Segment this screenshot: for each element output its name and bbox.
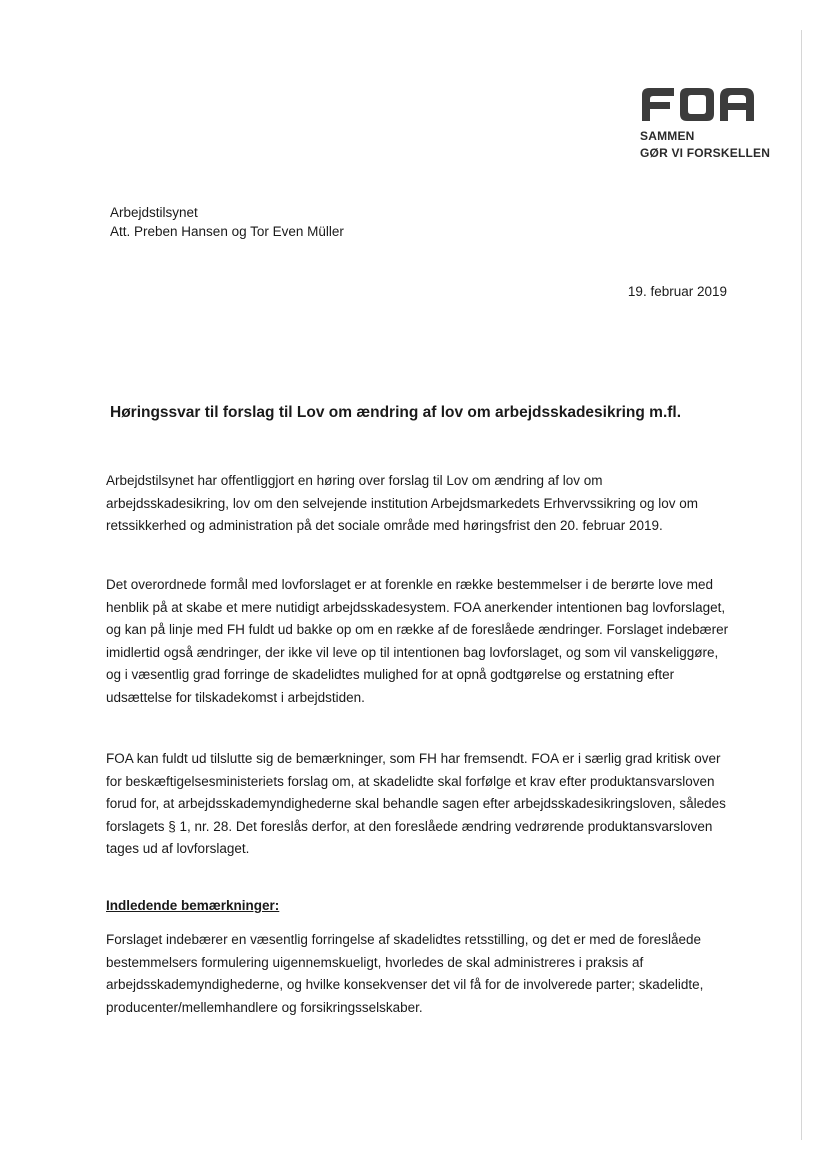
text-line: imidlertid også ændringer, der ikke vil leve op til intentionen bag lovforslaget, og som vil vanskeliggøre, [106, 644, 719, 660]
text-line: arbejdsskadesikring, lov om den selvejende institution Arbejdsmarkedets Erhvervssikring og lov om [106, 495, 699, 511]
text-line: og i væsentlig grad forringe de skadelidtes mulighed for at opnå godtgørelse og erstatning efter [106, 667, 675, 683]
text-line: udsættelse for tilskadekomst i arbejdstiden. [106, 689, 365, 705]
recipient-address [110, 203, 344, 241]
text-line: bestemmelsers formulering uigennemskueligt, hvorledes de skal administreres i praksis af [106, 954, 644, 970]
foa-logo-mark [640, 86, 756, 122]
page-edge-line [801, 30, 802, 1140]
document-title: Høringssvar til forslag til Lov om ændring af lov om arbejdsskadesikring m.fl. [110, 404, 682, 421]
text-line: henblik på at skabe et mere nutidigt arbejdsskadesystem. FOA anerkender intentionen bag lovforslaget, [106, 599, 726, 615]
paragraph-remarks [106, 929, 736, 1019]
text-line: forslagets § 1, nr. 28. Det foreslås derfor, at den foreslåede ændring vedrørende produktansvarsloven [106, 818, 713, 834]
foa-logo [640, 86, 771, 162]
text-line: FOA kan fuldt ud tilslutte sig de bemærkninger, som FH har fremsendt. FOA er i særlig grad kritisk over [106, 751, 721, 766]
text-line: retssikkerhed og administration på det sociale område med høringsfrist den 20. februar 2019. [106, 518, 663, 534]
recipient-line: Att. Preben Hansen og Tor Even Müller [110, 224, 344, 239]
section-heading: Indledende bemærkninger: [106, 898, 280, 913]
recipient-line: Arbejdstilsynet [110, 205, 198, 220]
paragraph-position [106, 748, 736, 861]
tagline-line: GØR VI FORSKELLEN [640, 146, 771, 160]
text-line: og kan på linje med FH fuldt ud bakke op om en række af de foreslåede ændringer. Forslaget indebærer [106, 622, 729, 638]
text-line: tages ud af lovforslaget. [106, 841, 250, 857]
paragraph-purpose [106, 574, 736, 710]
text-line: Arbejdstilsynet har offentliggjort en høring over forslag til Lov om ændring af lov om [106, 473, 603, 488]
text-line: for beskæftigelsesministeriets forslag om, at skadelidte skal forfølge et krav efter produktansvarsloven [106, 773, 715, 789]
text-line: producenter/mellemhandlere og forsikringsselskaber. [106, 999, 423, 1015]
text-line: Forslaget indebærer en væsentlig forringelse af skadelidtes retsstilling, og det er med de foreslåede [106, 932, 702, 947]
brand-tagline [640, 128, 771, 162]
text-line: Det overordnede formål med lovforslaget er at forenkle en række bestemmelser i de berørte love med [106, 577, 714, 592]
text-line: arbejdsskademyndighederne, og hvilke konsekvenser det vil få for de involverede parter; skadelidte, [106, 977, 704, 993]
letter-date: 19. februar 2019 [627, 284, 727, 299]
text-line: forud for, at arbejdsskademyndighederne skal behandle sagen efter arbejdsskadesikringsloven, således [106, 796, 726, 812]
paragraph-intro [106, 470, 736, 538]
tagline-line: SAMMEN [640, 129, 695, 143]
